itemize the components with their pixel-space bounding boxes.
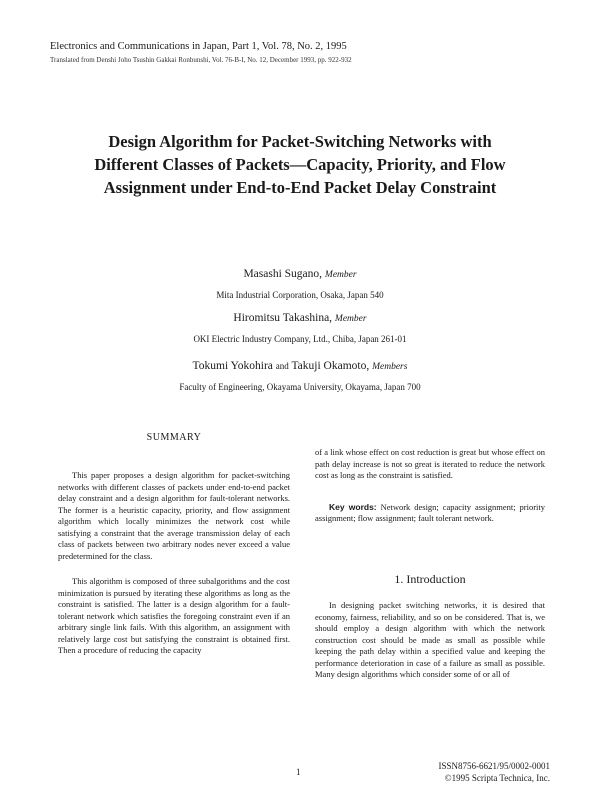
summary-paragraph-1: This paper proposes a design algorithm for packet-switching networks with different classes of packets under end-to-end packet delay constraint and a design algorithm for fault-tolerant networks. The former is a heuristic capacity, priority, and flow assignment algorithm which locally minimizes the network cost while satisfying a constraint that the average transmission delay of each class of packets between two arbitrary nodes never exceed a value predetermined for the class. [58,470,290,561]
keywords [315,502,545,525]
issn-block [420,760,550,784]
author-2-affiliation: OKI Electric Industry Company, Ltd., Chiba, Japan 261-01 [193,334,407,344]
author-3-4-role: Members [372,362,408,372]
copyright: ©1995 Scripta Technica, Inc. [444,773,550,783]
author-3-name: Tokumi Yokohira [192,360,273,372]
author-1 [0,268,600,280]
summary-heading: SUMMARY [146,432,202,443]
introduction-body [315,600,545,681]
summary-column-right [315,447,545,525]
summary-column-left [58,470,290,657]
author-conjunction: and [275,361,289,371]
author-2 [0,312,600,324]
journal-citation: Electronics and Communications in Japan, Part 1, Vol. 78, No. 2, 1995 [50,41,347,52]
author-4-name: Takuji Okamoto, [291,360,370,372]
author-2-name: Hiromitsu Takashina, [233,312,333,324]
author-3-4 [0,360,600,372]
author-1-name: Masashi Sugano, [243,268,323,280]
introduction-heading: 1. Introduction [394,572,466,586]
author-1-role: Member [324,270,357,280]
keywords-text: Network design; capacity assignment; priority assignment; flow assignment; fault tolerant network. [315,501,545,523]
author-2-role: Member [334,314,367,324]
summary-paragraph-3: of a link whose effect on cost reduction is great but whose effect on path delay increase is not so great is iterated to reduce the network cost as long as the constraint is satisfied. [315,447,545,480]
translation-note: Translated from Denshi Joho Tsushin Gakkai Ronbunshi, Vol. 76-B-I, No. 12, December 1993, pp. 922-932 [50,56,352,64]
introduction-paragraph-1: In designing packet switching networks, it is desired that economy, fairness, reliability, and so on be considered. That is, we should employ a design algorithm with which the network construction cost should be made as small as possible while keeping the path delay within a specified value and keeping the performance deterioration in case of a failure as small as possible. Many design algorithms which consider some of or all of [315,600,545,679]
author-3-4-affiliation: Faculty of Engineering, Okayama University, Okayama, Japan 700 [179,382,421,392]
keywords-label: Key words: [329,501,377,512]
paper-title: Design Algorithm for Packet-Switching Networks with Different Classes of Packets—Capacity, Priority, and Flow Assignment under End-to-End Packet Delay Constraint [94,132,506,197]
issn: ISSN8756-6621/95/0002-0001 [438,761,550,771]
summary-paragraph-2: This algorithm is composed of three subalgorithms and the cost minimization is pursued by iterating these algorithms as long as the constraint is satisfied. The latter is a design algorithm for a fault-tolerant network which satisfies the foregoing constraint even if an arbitrary single link fails. With this algorithm, an assignment with relatively large cost but satisfying the constraint is obtained first. Then a procedure of reducing the capacity [58,576,290,655]
page-number: 1 [296,767,301,777]
author-1-affiliation: Mita Industrial Corporation, Osaka, Japan 540 [216,290,384,300]
